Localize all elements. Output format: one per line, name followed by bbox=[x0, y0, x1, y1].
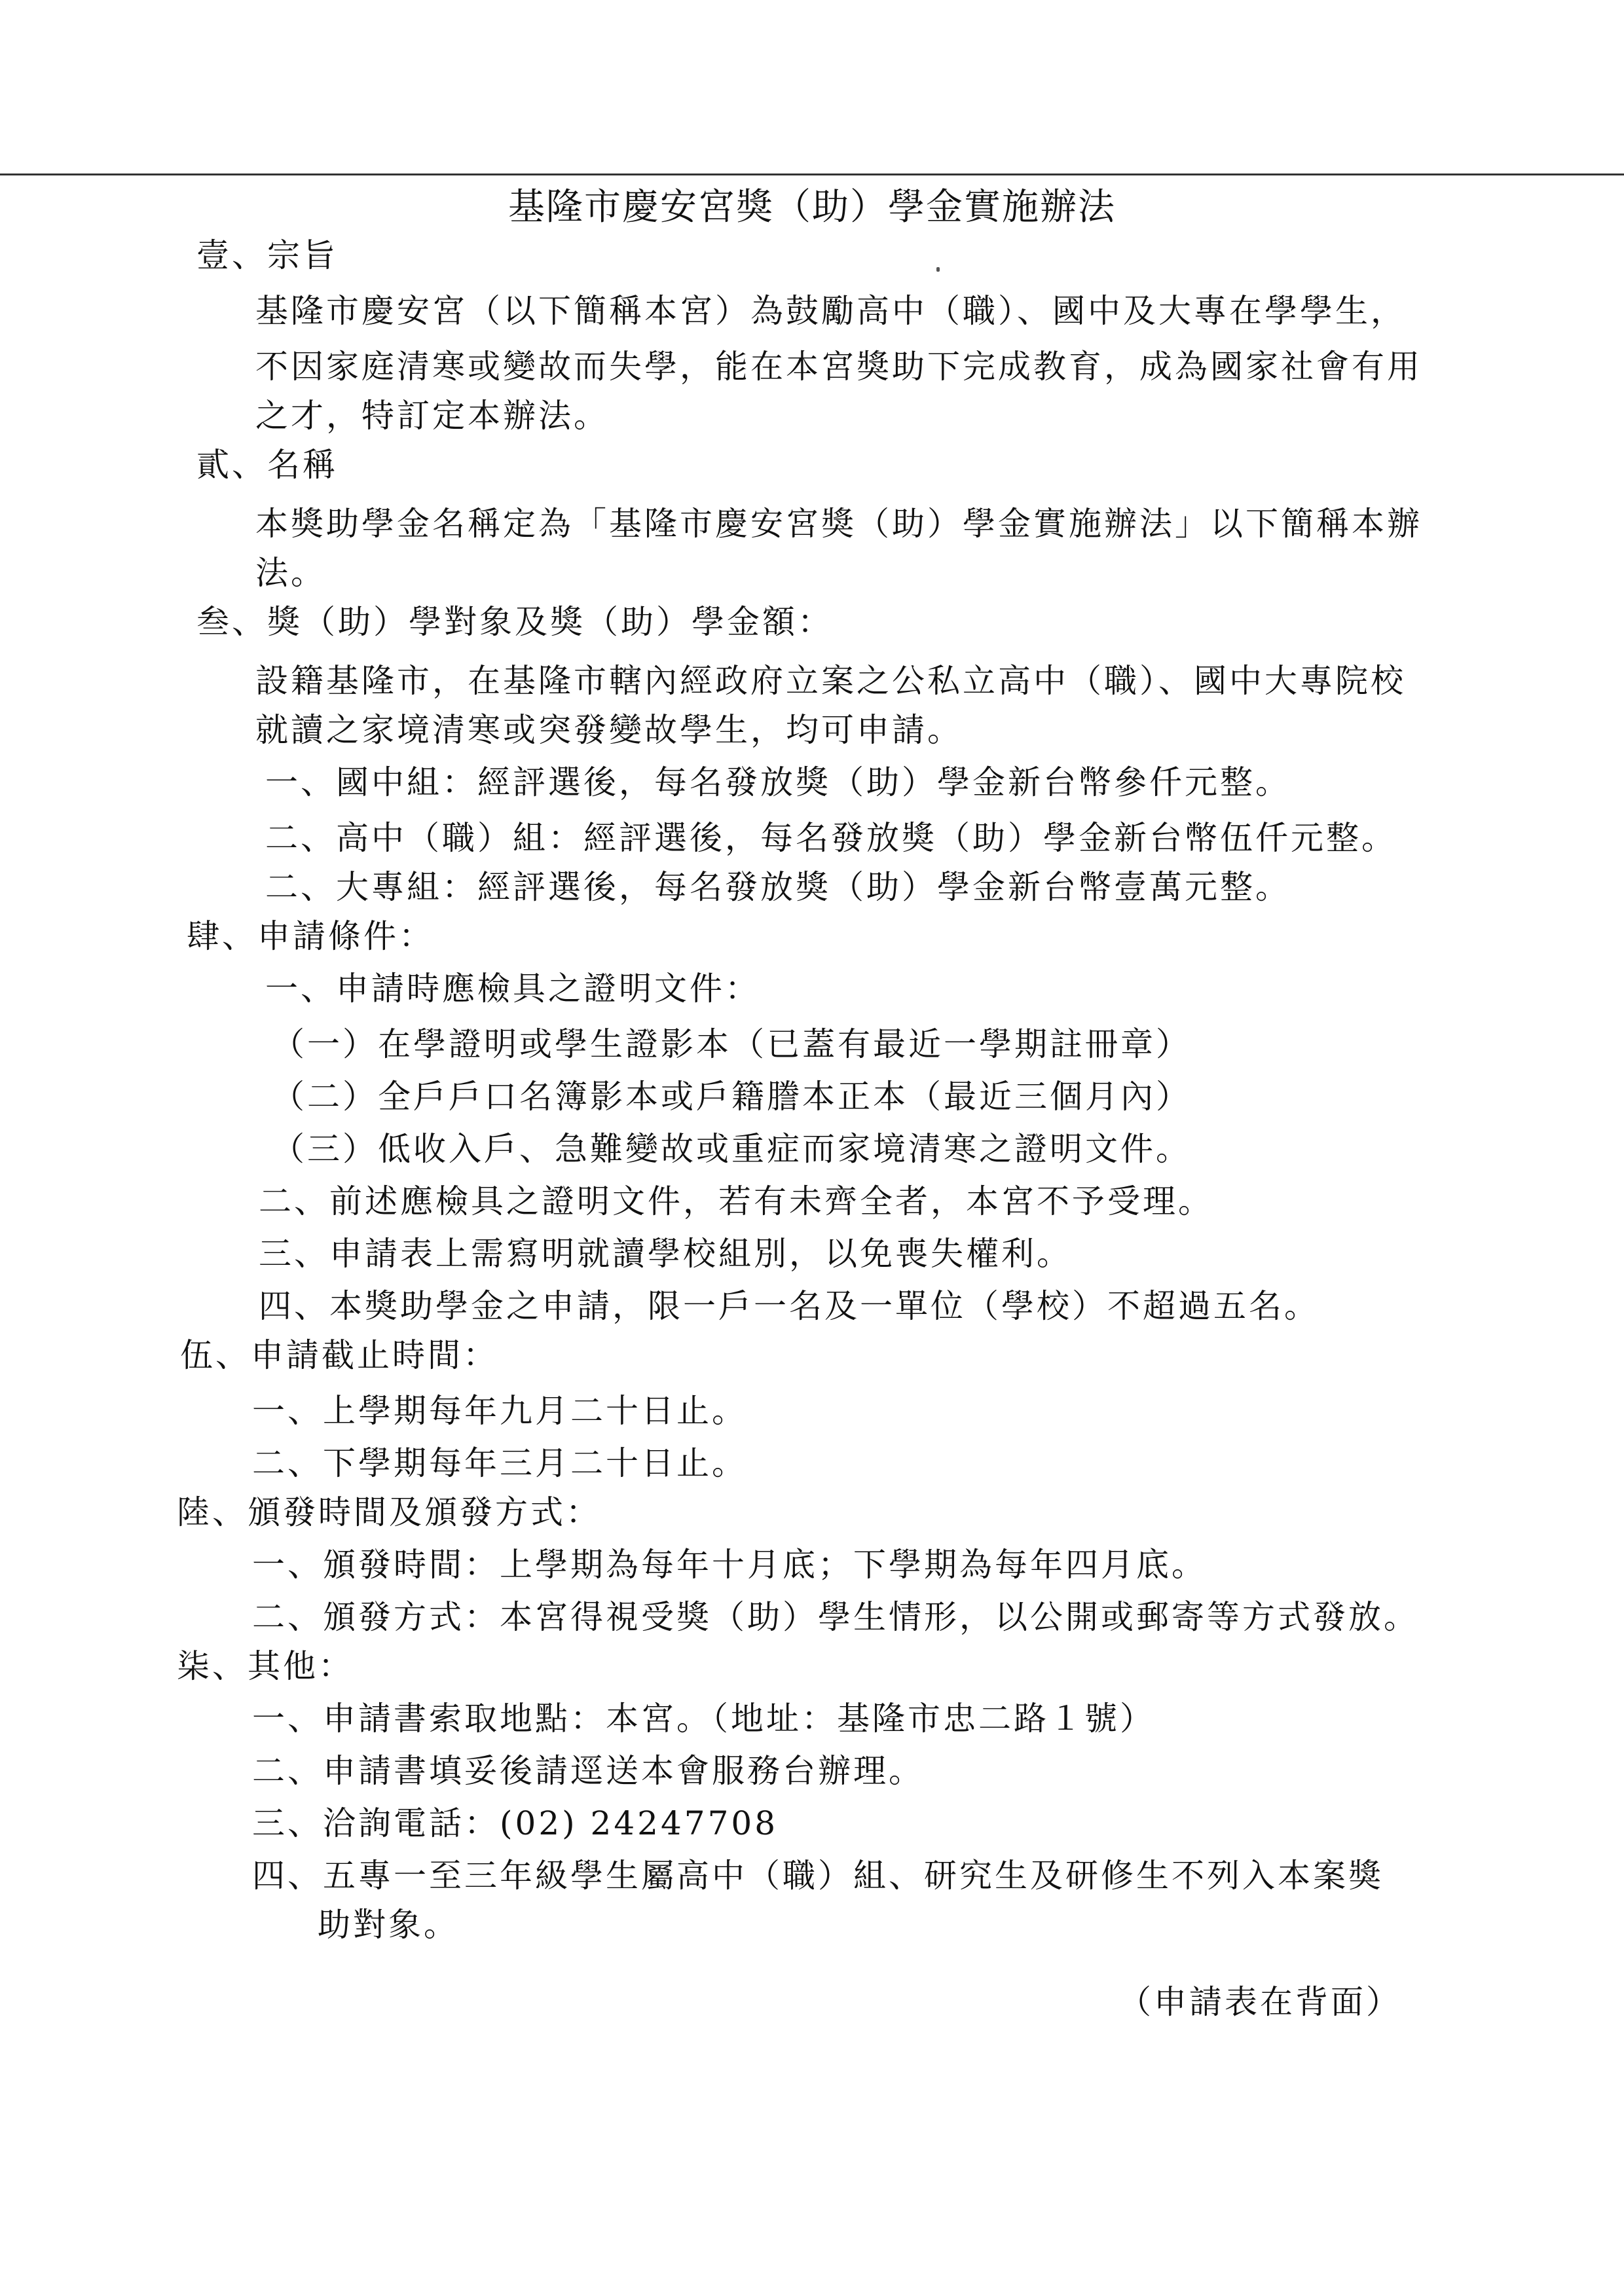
list-item: 二、申請書填妥後請逕送本會服務台辦理。 bbox=[252, 1752, 924, 1790]
list-item: 助對象。 bbox=[318, 1906, 459, 1944]
list-item: 一、上學期每年九月二十日止。 bbox=[252, 1392, 747, 1430]
paragraph-line: 法。 bbox=[255, 554, 326, 592]
list-item: 二、下學期每年三月二十日止。 bbox=[252, 1444, 747, 1482]
list-item: 一、申請書索取地點：本宮。（地址：基隆市忠二路１號） bbox=[252, 1700, 1155, 1738]
list-item: 一、申請時應檢具之證明文件： bbox=[265, 970, 760, 1008]
list-item: 二、大專組：經評選後，每名發放獎（助）學金新台幣壹萬元整。 bbox=[265, 868, 1291, 906]
list-item: 二、前述應檢具之證明文件，若有未齊全者，本宮不予受理。 bbox=[259, 1182, 1213, 1220]
section-heading-other: 柒、其他： bbox=[177, 1647, 354, 1685]
paragraph-line: 不因家庭清寒或變故而失學，能在本宮獎助下完成教育，成為國家社會有用 bbox=[255, 348, 1422, 386]
footnote: （申請表在背面） bbox=[1118, 1983, 1401, 2021]
list-item: 二、頒發方式：本宮得視受獎（助）學生情形，以公開或郵寄等方式發放。 bbox=[252, 1598, 1419, 1636]
paragraph-line: 本獎助學金名稱定為「基隆市慶安宮獎（助）學金實施辦法」以下簡稱本辦 bbox=[255, 505, 1422, 543]
paragraph-line: 基隆市慶安宮（以下簡稱本宮）為鼓勵高中（職）、國中及大專在學學生， bbox=[255, 292, 1406, 330]
list-item: 三、申請表上需寫明就讀學校組別，以免喪失權利。 bbox=[259, 1235, 1072, 1273]
list-item: 四、五專一至三年級學生屬高中（職）組、研究生及研修生不列入本案獎 bbox=[252, 1857, 1384, 1895]
list-item: （一）在學證明或學生證影本（已蓋有最近一學期註冊章） bbox=[272, 1025, 1191, 1063]
section-heading-name: 貳、名稱 bbox=[196, 446, 338, 484]
list-item: 一、國中組：經評選後，每名發放獎（助）學金新台幣參仟元整。 bbox=[265, 763, 1291, 801]
list-item: 三、洽詢電話：(02) 24247708 bbox=[252, 1804, 779, 1842]
section-heading-deadline: 伍、申請截止時間： bbox=[180, 1336, 498, 1374]
scan-speck bbox=[936, 267, 940, 272]
list-item: 四、本獎助學金之申請，限一戶一名及一單位（學校）不超過五名。 bbox=[259, 1287, 1320, 1325]
paragraph-line: 就讀之家境清寒或突發變故學生，均可申請。 bbox=[255, 711, 963, 749]
section-heading-purpose: 壹、宗旨 bbox=[196, 236, 338, 274]
list-item: 一、頒發時間：上學期為每年十月底；下學期為每年四月底。 bbox=[252, 1546, 1207, 1584]
paragraph-line: 之才，特訂定本辦法。 bbox=[255, 397, 609, 435]
section-heading-requirements: 肆、申請條件： bbox=[187, 917, 434, 955]
list-item: （二）全戶戶口名簿影本或戶籍謄本正本（最近三個月內） bbox=[272, 1078, 1191, 1116]
paragraph-line: 設籍基隆市，在基隆市轄內經政府立案之公私立高中（職）、國中大專院校 bbox=[255, 662, 1406, 700]
list-item: （三）低收入戶、急難變故或重症而家境清寒之證明文件。 bbox=[272, 1130, 1191, 1168]
section-heading-eligibility: 叁、獎（助）學對象及獎（助）學金額： bbox=[196, 603, 833, 641]
list-item: 二、高中（職）組：經評選後，每名發放獎（助）學金新台幣伍仟元整。 bbox=[265, 819, 1397, 857]
section-heading-award: 陸、頒發時間及頒發方式： bbox=[177, 1493, 601, 1531]
document-title: 基隆市慶安宮獎（助）學金實施辦法 bbox=[508, 186, 1116, 228]
top-rule bbox=[0, 173, 1624, 175]
